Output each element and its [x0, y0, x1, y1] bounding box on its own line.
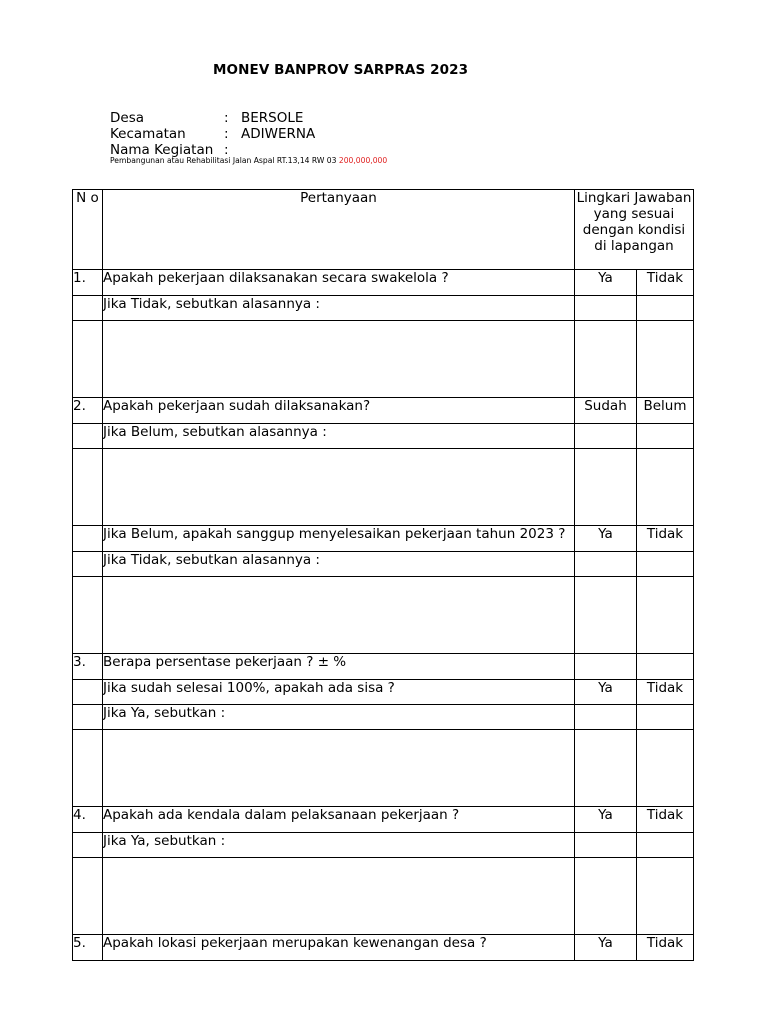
page-title: MONEV BANPROV SARPRAS 2023: [213, 62, 469, 78]
activity-amount: 200,000,000: [338, 156, 388, 165]
answer-option-b[interactable]: Tidak: [637, 270, 694, 296]
table-row: [73, 270, 694, 296]
table-row: [73, 398, 694, 424]
answer-option-a[interactable]: [575, 552, 637, 577]
table-row: [73, 680, 694, 705]
row-question: Jika Belum, apakah sanggup menyelesaikan pekerjaan tahun 2023 ?: [103, 526, 575, 552]
header-no: N o: [73, 190, 103, 270]
row-number: 2.: [73, 398, 103, 424]
row-question: Jika Belum, sebutkan alasannya :: [103, 424, 575, 449]
row-number: [73, 424, 103, 449]
answer-option-b[interactable]: [637, 424, 694, 449]
row-question: [103, 449, 575, 526]
table-row: [73, 449, 694, 526]
answer-option-b[interactable]: [637, 858, 694, 935]
row-question: Apakah ada kendala dalam pelaksanaan pekerjaan ?: [103, 807, 575, 833]
answer-option-a[interactable]: [575, 424, 637, 449]
answer-option-b[interactable]: [637, 705, 694, 730]
monev-table: [72, 189, 694, 961]
answer-option-a[interactable]: Sudah: [575, 398, 637, 424]
table-row: [73, 296, 694, 321]
answer-option-b[interactable]: Tidak: [637, 935, 694, 961]
row-number: [73, 730, 103, 807]
table-row: [73, 321, 694, 398]
row-number: [73, 858, 103, 935]
answer-option-b[interactable]: [637, 296, 694, 321]
info-label: Desa: [110, 110, 145, 126]
row-number: 4.: [73, 807, 103, 833]
answer-option-a[interactable]: [575, 296, 637, 321]
header-question: Pertanyaan: [103, 190, 575, 270]
row-number: [73, 449, 103, 526]
answer-option-a[interactable]: Ya: [575, 270, 637, 296]
table-row: [73, 577, 694, 654]
row-question: Jika Ya, sebutkan :: [103, 833, 575, 858]
answer-option-a[interactable]: [575, 730, 637, 807]
table-row: [73, 705, 694, 730]
answer-option-a[interactable]: [575, 577, 637, 654]
row-number: [73, 296, 103, 321]
answer-option-b[interactable]: [637, 321, 694, 398]
table-row: [73, 833, 694, 858]
answer-option-a[interactable]: [575, 833, 637, 858]
row-question: Jika Tidak, sebutkan alasannya :: [103, 296, 575, 321]
answer-option-a[interactable]: [575, 449, 637, 526]
table-row: [73, 552, 694, 577]
row-number: [73, 321, 103, 398]
activity-line: [110, 156, 387, 165]
answer-option-b[interactable]: Tidak: [637, 526, 694, 552]
row-number: [73, 833, 103, 858]
row-question: Jika sudah selesai 100%, apakah ada sisa ?: [103, 680, 575, 705]
row-question: Apakah pekerjaan sudah dilaksanakan?: [103, 398, 575, 424]
table-row: [73, 807, 694, 833]
answer-option-a[interactable]: [575, 654, 637, 680]
answer-option-b[interactable]: Tidak: [637, 807, 694, 833]
row-question: [103, 730, 575, 807]
row-number: 3.: [73, 654, 103, 680]
row-question: [103, 321, 575, 398]
row-number: [73, 526, 103, 552]
row-question: Apakah pekerjaan dilaksanakan secara swakelola ?: [103, 270, 575, 296]
answer-option-a[interactable]: [575, 705, 637, 730]
answer-option-a[interactable]: Ya: [575, 935, 637, 961]
answer-option-a[interactable]: Ya: [575, 526, 637, 552]
answer-option-b[interactable]: [637, 552, 694, 577]
table-row: [73, 526, 694, 552]
table-row: [73, 654, 694, 680]
info-value: ADIWERNA: [241, 126, 316, 142]
row-question: Jika Ya, sebutkan :: [103, 705, 575, 730]
answer-option-a[interactable]: Ya: [575, 680, 637, 705]
table-row: [73, 424, 694, 449]
row-number: 1.: [73, 270, 103, 296]
header-answer: Lingkari Jawaban yang sesuai dengan kondisi di lapangan: [575, 190, 694, 270]
table-row: [73, 858, 694, 935]
row-number: [73, 680, 103, 705]
answer-option-b[interactable]: Belum: [637, 398, 694, 424]
row-question: Apakah lokasi pekerjaan merupakan kewenangan desa ?: [103, 935, 575, 961]
row-number: [73, 552, 103, 577]
activity-text: Pembangunan atau Rehabilitasi Jalan Aspal RT.13,14 RW 03: [110, 156, 337, 165]
info-value: BERSOLE: [241, 110, 304, 126]
answer-option-a[interactable]: [575, 858, 637, 935]
table-row: [73, 730, 694, 807]
answer-option-b[interactable]: [637, 449, 694, 526]
header-row: [73, 190, 694, 270]
answer-option-b[interactable]: [637, 654, 694, 680]
table-row: [73, 935, 694, 961]
answer-option-a[interactable]: Ya: [575, 807, 637, 833]
answer-option-b[interactable]: [637, 730, 694, 807]
row-number: [73, 705, 103, 730]
row-number: 5.: [73, 935, 103, 961]
row-question: [103, 577, 575, 654]
answer-option-b[interactable]: Tidak: [637, 680, 694, 705]
info-label: Nama Kegiatan: [110, 142, 214, 158]
info-label: Kecamatan: [110, 126, 186, 142]
answer-option-a[interactable]: [575, 321, 637, 398]
info-colon: :: [224, 142, 229, 158]
info-colon: :: [224, 126, 229, 142]
answer-option-b[interactable]: [637, 577, 694, 654]
answer-option-b[interactable]: [637, 833, 694, 858]
info-colon: :: [224, 110, 229, 126]
row-question: Berapa persentase pekerjaan ? ± %: [103, 654, 575, 680]
row-question: Jika Tidak, sebutkan alasannya :: [103, 552, 575, 577]
row-question: [103, 858, 575, 935]
row-number: [73, 577, 103, 654]
